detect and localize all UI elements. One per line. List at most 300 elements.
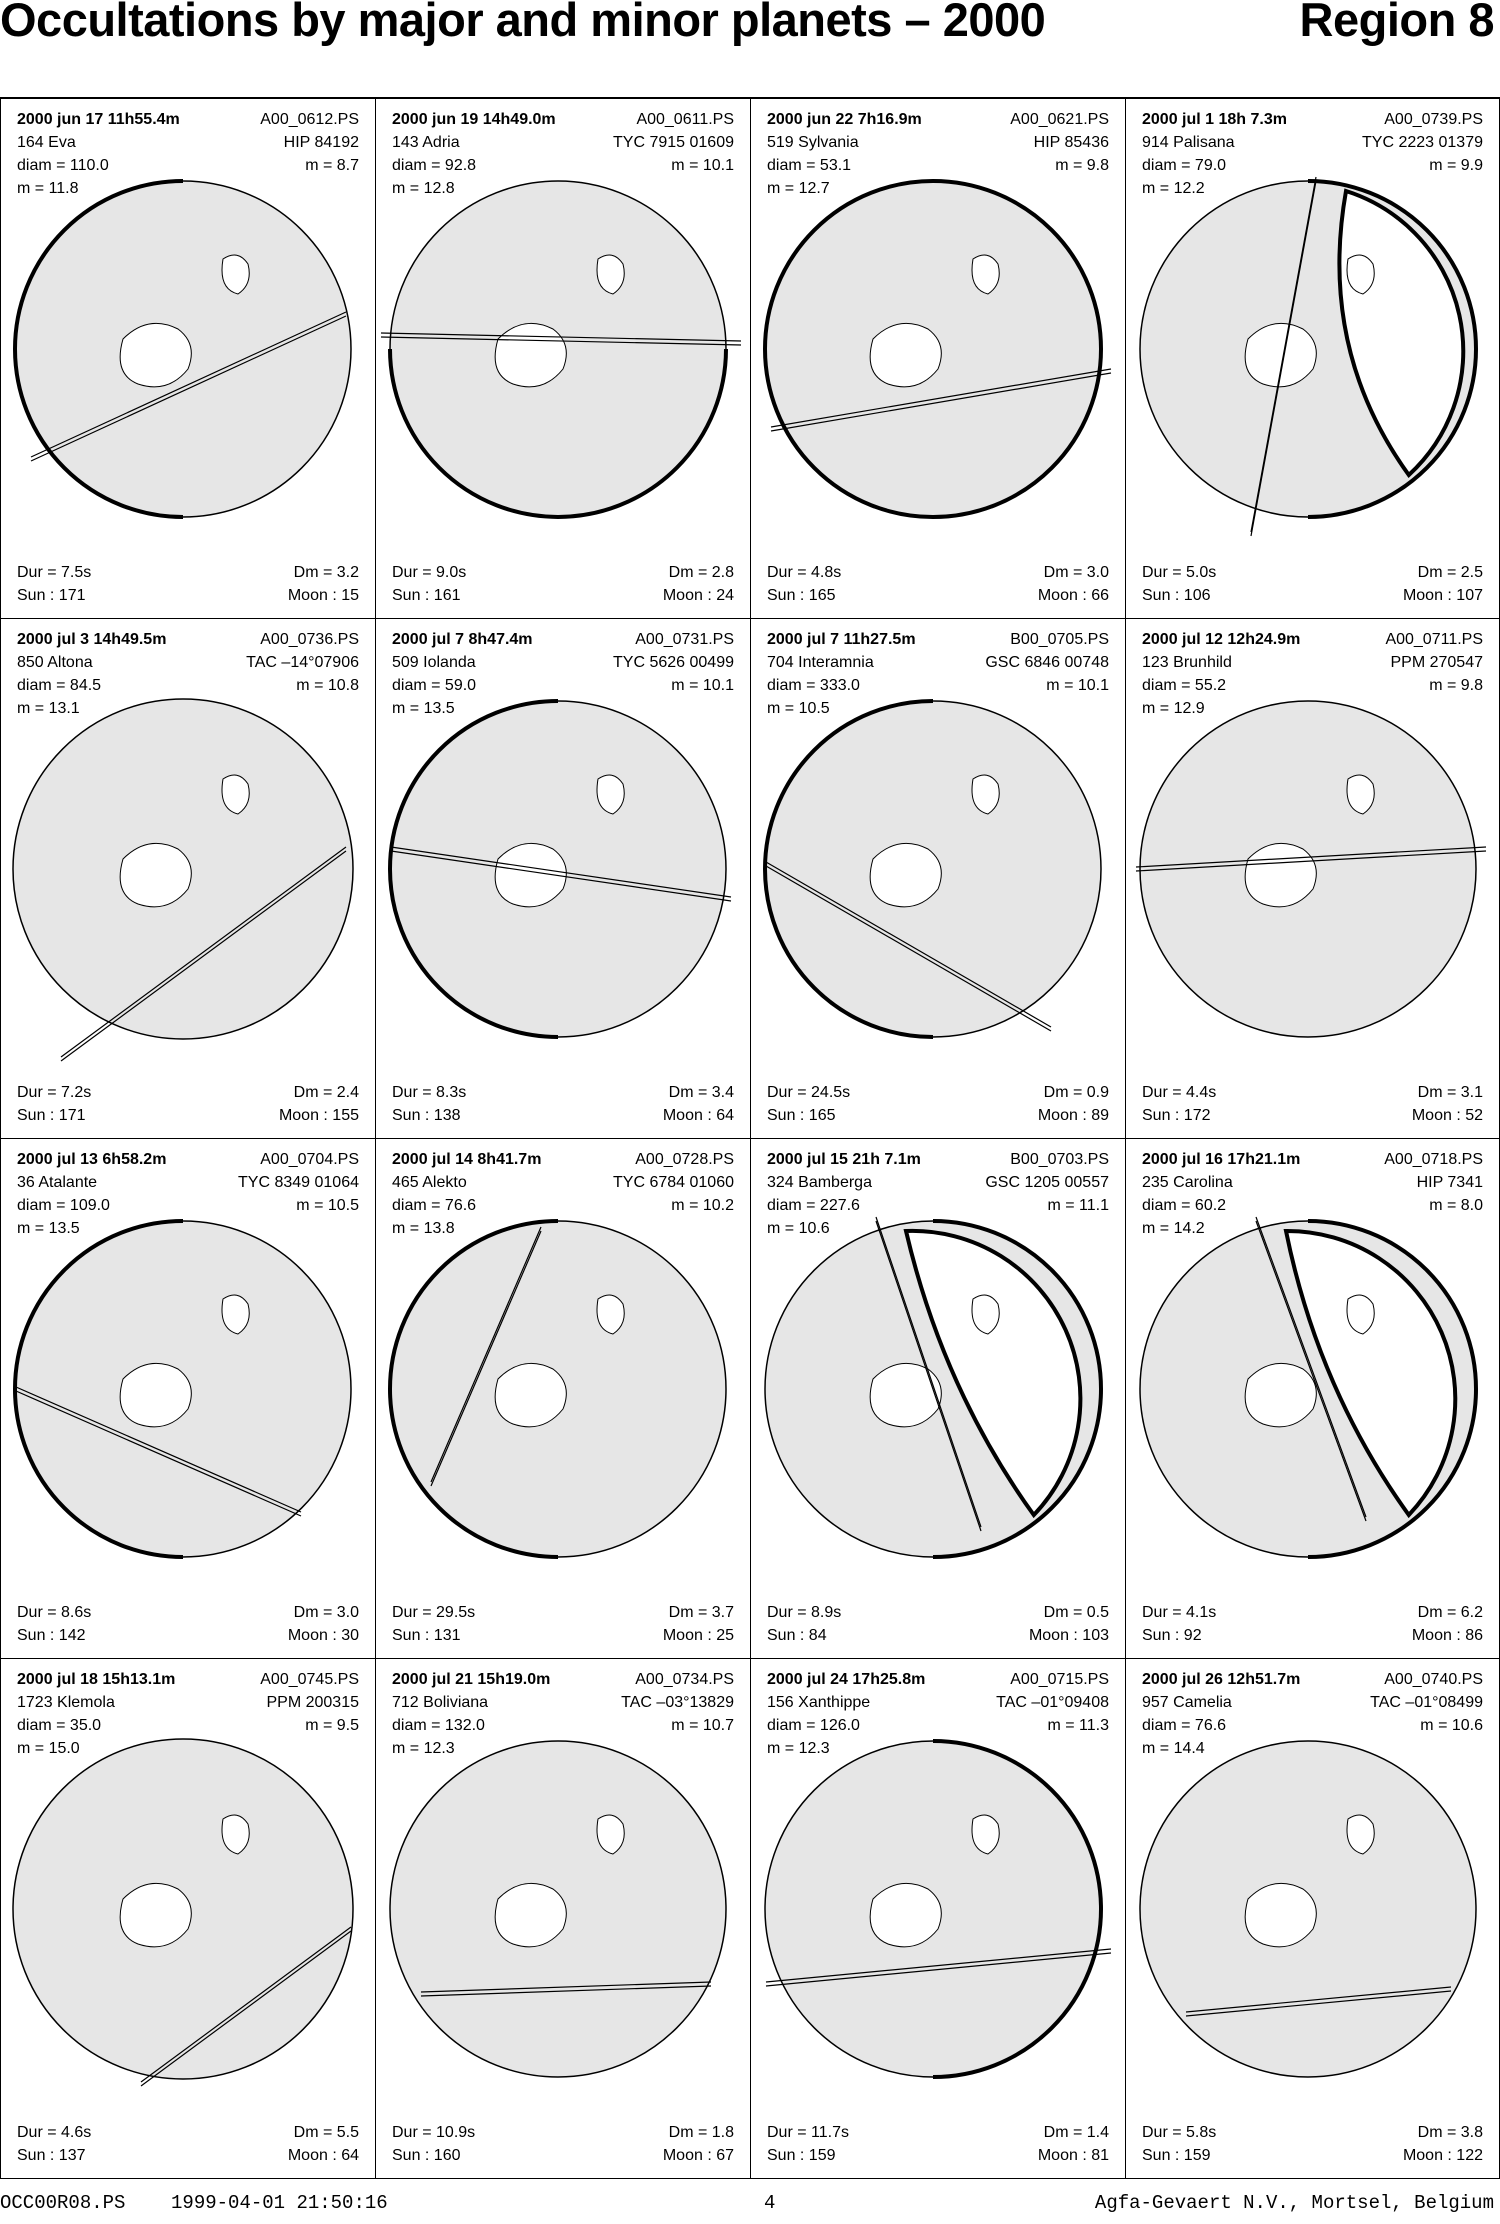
panel-moon: Moon : 107 — [1402, 587, 1483, 604]
panel-planet-mag: m = 12.3 — [392, 1740, 455, 1757]
panel-file: A00_0711.PS — [1385, 631, 1483, 648]
panel-info-row — [1142, 1625, 1483, 1647]
panel-planet-mag: m = 12.9 — [1142, 700, 1205, 717]
occultation-panel — [375, 1138, 750, 1658]
panel-info-row — [17, 1195, 359, 1217]
continent-outline — [870, 1363, 941, 1426]
panel-sun: Sun : 159 — [1142, 2147, 1211, 2164]
panel-info-row — [1142, 1669, 1483, 1691]
panel-sun: Sun : 84 — [767, 1627, 827, 1644]
panel-info-row — [17, 1602, 359, 1624]
panel-info-row — [392, 1715, 734, 1737]
panel-star-mag: m = 10.5 — [296, 1197, 359, 1214]
panel-info-row — [1142, 1602, 1483, 1624]
panel-moon: Moon : 64 — [662, 1107, 734, 1124]
panel-info-row — [17, 178, 359, 200]
panel-info-row — [767, 2145, 1109, 2167]
globe-map — [1, 99, 376, 619]
panel-info-row — [392, 1195, 734, 1217]
panel-planet: 712 Boliviana — [392, 1694, 489, 1711]
panel-moon: Moon : 67 — [662, 2147, 734, 2164]
globe-map — [376, 99, 751, 619]
panel-star: TYC 6784 01060 — [613, 1174, 734, 1191]
panel-planet-mag: m = 13.5 — [17, 1220, 80, 1237]
panel-planet-mag: m = 12.8 — [392, 180, 455, 197]
panel-planet-mag: m = 13.1 — [17, 700, 80, 717]
panel-info-row — [1142, 585, 1483, 607]
region-label: Region 8 — [1299, 0, 1494, 46]
panel-star-mag: m = 9.5 — [305, 1717, 359, 1734]
panel-sun: Sun : 172 — [1142, 1107, 1211, 1124]
globe-map — [1126, 1659, 1500, 2179]
panel-star-mag: m = 10.1 — [671, 677, 734, 694]
panel-info-row — [1142, 562, 1483, 584]
panel-dur: Dur = 9.0s — [392, 564, 467, 581]
panel-diam: diam = 126.0 — [767, 1717, 860, 1734]
panel-info-row — [1142, 1082, 1483, 1104]
panel-star-mag: m = 10.8 — [296, 677, 359, 694]
panel-dm: Dm = 1.4 — [1043, 2124, 1109, 2141]
occultation-panel — [1125, 1138, 1500, 1658]
continent-outline — [1245, 323, 1316, 386]
panel-sun: Sun : 131 — [392, 1627, 461, 1644]
panel-info-row — [767, 1218, 1109, 1240]
occultation-panel — [750, 98, 1125, 618]
panel-dm: Dm = 0.9 — [1043, 1084, 1109, 1101]
panel-dm: Dm = 1.8 — [668, 2124, 734, 2141]
panel-info-row — [767, 2122, 1109, 2144]
panel-diam: diam = 227.6 — [767, 1197, 860, 1214]
panel-info-row — [392, 1149, 734, 1171]
panel-info-row — [17, 109, 359, 131]
panel-info-row — [392, 2145, 734, 2167]
panel-planet: 156 Xanthippe — [767, 1694, 871, 1711]
panel-info-row — [17, 562, 359, 584]
panel-file: A00_0621.PS — [1010, 111, 1109, 128]
continent-outline — [870, 1883, 941, 1946]
panel-info-row — [17, 1669, 359, 1691]
occultation-grid — [0, 97, 1500, 2179]
globe-map — [751, 99, 1126, 619]
panel-moon: Moon : 81 — [1037, 2147, 1109, 2164]
panel-sun: Sun : 161 — [392, 587, 461, 604]
continent-outline — [1245, 1363, 1316, 1426]
panel-planet-mag: m = 12.7 — [767, 180, 830, 197]
panel-sun: Sun : 159 — [767, 2147, 836, 2164]
occultation-panel — [1125, 1658, 1500, 2178]
panel-dm: Dm = 3.0 — [1043, 564, 1109, 581]
panel-diam: diam = 109.0 — [17, 1197, 110, 1214]
panel-info-row — [767, 1105, 1109, 1127]
panel-planet: 704 Interamnia — [767, 654, 874, 671]
panel-dur: Dur = 10.9s — [392, 2124, 476, 2141]
panel-planet: 123 Brunhild — [1142, 654, 1232, 671]
panel-info-row — [392, 698, 734, 720]
panel-file: A00_0715.PS — [1010, 1671, 1109, 1688]
panel-info-row — [17, 675, 359, 697]
panel-date: 2000 jul 12 12h24.9m — [1142, 631, 1301, 648]
continent-outline — [870, 323, 941, 386]
panel-dur: Dur = 29.5s — [392, 1604, 476, 1621]
panel-info-row — [767, 1082, 1109, 1104]
continent-outline — [495, 323, 566, 386]
panel-file: A00_0745.PS — [260, 1671, 359, 1688]
globe-map — [1, 1659, 376, 2179]
panel-info-row — [1142, 1149, 1483, 1171]
panel-dur: Dur = 5.0s — [1142, 564, 1217, 581]
panel-planet: 519 Sylvania — [767, 134, 859, 151]
panel-date: 2000 jul 18 15h13.1m — [17, 1671, 176, 1688]
panel-info-row — [392, 585, 734, 607]
occultation-panel — [0, 98, 375, 618]
panel-moon: Moon : 155 — [278, 1107, 359, 1124]
panel-info-row — [392, 155, 734, 177]
panel-file: A00_0611.PS — [636, 111, 734, 128]
occultation-panel — [0, 1658, 375, 2178]
panel-file: A00_0612.PS — [260, 111, 359, 128]
panel-dm: Dm = 6.2 — [1417, 1604, 1483, 1621]
continent-outline — [1245, 1883, 1316, 1946]
panel-info-row — [392, 109, 734, 131]
panel-planet-mag: m = 14.2 — [1142, 1220, 1205, 1237]
panel-dur: Dur = 8.6s — [17, 1604, 92, 1621]
panel-moon: Moon : 89 — [1037, 1107, 1109, 1124]
panel-moon: Moon : 64 — [287, 2147, 359, 2164]
panel-planet: 850 Altona — [17, 654, 93, 671]
panel-info-row — [1142, 1105, 1483, 1127]
panel-info-row — [17, 1218, 359, 1240]
panel-planet-mag: m = 10.5 — [767, 700, 830, 717]
panel-planet: 143 Adria — [392, 134, 460, 151]
panel-info-row — [17, 2122, 359, 2144]
panel-planet-mag: m = 13.8 — [392, 1220, 455, 1237]
panel-info-row — [767, 178, 1109, 200]
continent-outline — [120, 1883, 191, 1946]
panel-planet: 465 Alekto — [392, 1174, 467, 1191]
panel-info-row — [392, 1602, 734, 1624]
panel-star: GSC 1205 00557 — [985, 1174, 1109, 1191]
occultation-panel — [375, 1658, 750, 2178]
panel-info-row — [17, 1172, 359, 1194]
panel-sun: Sun : 165 — [767, 1107, 836, 1124]
panel-info-row — [392, 675, 734, 697]
panel-moon: Moon : 86 — [1411, 1627, 1483, 1644]
occultation-panel — [750, 618, 1125, 1138]
panel-info-row — [1142, 2145, 1483, 2167]
panel-date: 2000 jun 22 7h16.9m — [767, 111, 922, 128]
panel-info-row — [392, 2122, 734, 2144]
panel-info-row — [17, 698, 359, 720]
panel-planet: 914 Palisana — [1142, 134, 1235, 151]
panel-diam: diam = 35.0 — [17, 1717, 102, 1734]
panel-info-row — [17, 1625, 359, 1647]
panel-planet-mag: m = 12.3 — [767, 1740, 830, 1757]
globe-map — [1126, 1139, 1500, 1659]
panel-diam: diam = 110.0 — [17, 157, 109, 174]
panel-star-mag: m = 10.7 — [671, 1717, 734, 1734]
panel-dur: Dur = 4.4s — [1142, 1084, 1217, 1101]
panel-info-row — [17, 652, 359, 674]
panel-info-row — [392, 1082, 734, 1104]
panel-star-mag: m = 9.8 — [1055, 157, 1109, 174]
panel-dm: Dm = 5.5 — [293, 2124, 359, 2141]
panel-file: A00_0731.PS — [635, 631, 734, 648]
panel-diam: diam = 55.2 — [1142, 677, 1227, 694]
panel-info-row — [767, 1625, 1109, 1647]
panel-sun: Sun : 165 — [767, 587, 836, 604]
panel-planet-mag: m = 12.2 — [1142, 180, 1205, 197]
continent-outline — [870, 843, 941, 906]
panel-dur: Dur = 4.8s — [767, 564, 842, 581]
panel-star-mag: m = 9.9 — [1429, 157, 1483, 174]
continent-outline — [495, 1363, 566, 1426]
panel-info-row — [1142, 675, 1483, 697]
occultation-panel — [1125, 618, 1500, 1138]
panel-planet-mag: m = 14.4 — [1142, 1740, 1205, 1757]
panel-dur: Dur = 5.8s — [1142, 2124, 1217, 2141]
panel-file: A00_0718.PS — [1384, 1151, 1483, 1168]
panel-sun: Sun : 92 — [1142, 1627, 1202, 1644]
continent-outline — [495, 1883, 566, 1946]
panel-star-mag: m = 10.6 — [1420, 1717, 1483, 1734]
continent-outline — [120, 323, 191, 386]
panel-planet-mag: m = 15.0 — [17, 1740, 80, 1757]
panel-star-mag: m = 11.3 — [1047, 1717, 1109, 1734]
panel-info-row — [392, 629, 734, 651]
panel-star: HIP 85436 — [1033, 134, 1109, 151]
panel-dur: Dur = 7.5s — [17, 564, 92, 581]
panel-dm: Dm = 2.5 — [1417, 564, 1483, 581]
panel-planet: 1723 Klemola — [17, 1694, 115, 1711]
panel-date: 2000 jul 14 8h41.7m — [392, 1151, 542, 1168]
panel-star-mag: m = 10.2 — [671, 1197, 734, 1214]
panel-info-row — [392, 652, 734, 674]
panel-date: 2000 jul 3 14h49.5m — [17, 631, 167, 648]
panel-info-row — [767, 132, 1109, 154]
panel-date: 2000 jul 26 12h51.7m — [1142, 1671, 1301, 1688]
panel-dur: Dur = 8.3s — [392, 1084, 467, 1101]
panel-star: TYC 2223 01379 — [1362, 134, 1483, 151]
panel-info-row — [1142, 1218, 1483, 1240]
panel-info-row — [767, 585, 1109, 607]
panel-dm: Dm = 3.8 — [1417, 2124, 1483, 2141]
panel-star-mag: m = 8.7 — [305, 157, 359, 174]
panel-dur: Dur = 4.6s — [17, 2124, 92, 2141]
panel-sun: Sun : 106 — [1142, 587, 1211, 604]
panel-star-mag: m = 10.1 — [671, 157, 734, 174]
panel-info-row — [392, 1105, 734, 1127]
panel-info-row — [392, 1738, 734, 1760]
panel-info-row — [17, 1149, 359, 1171]
panel-star-mag: m = 8.0 — [1429, 1197, 1483, 1214]
panel-sun: Sun : 138 — [392, 1107, 461, 1124]
panel-moon: Moon : 122 — [1402, 2147, 1483, 2164]
panel-moon: Moon : 25 — [662, 1627, 734, 1644]
panel-info-row — [392, 1218, 734, 1240]
panel-info-row — [767, 1738, 1109, 1760]
globe-map — [751, 1139, 1126, 1659]
continent-outline — [120, 1363, 191, 1426]
panel-star-mag: m = 10.1 — [1046, 677, 1109, 694]
panel-info-row — [767, 1715, 1109, 1737]
panel-info-row — [1142, 652, 1483, 674]
panel-moon: Moon : 66 — [1037, 587, 1109, 604]
panel-star: TAC –14°07906 — [246, 654, 359, 671]
panel-file: A00_0704.PS — [260, 1151, 359, 1168]
panel-info-row — [17, 1738, 359, 1760]
panel-file: B00_0705.PS — [1010, 631, 1109, 648]
panel-info-row — [1142, 1738, 1483, 1760]
panel-diam: diam = 59.0 — [392, 677, 477, 694]
panel-diam: diam = 132.0 — [392, 1717, 485, 1734]
panel-star: PPM 270547 — [1390, 654, 1483, 671]
panel-info-row — [17, 1692, 359, 1714]
panel-info-row — [767, 109, 1109, 131]
panel-diam: diam = 60.2 — [1142, 1197, 1227, 1214]
panel-info-row — [767, 652, 1109, 674]
panel-sun: Sun : 142 — [17, 1627, 86, 1644]
panel-info-row — [392, 1172, 734, 1194]
occultation-panel — [1125, 98, 1500, 618]
panel-star: GSC 6846 00748 — [985, 654, 1109, 671]
globe-map — [751, 1659, 1126, 2179]
globe-map — [376, 619, 751, 1139]
panel-info-row — [767, 1692, 1109, 1714]
panel-date: 2000 jul 13 6h58.2m — [17, 1151, 167, 1168]
panel-moon: Moon : 30 — [287, 1627, 359, 1644]
panel-info-row — [392, 562, 734, 584]
panel-info-row — [392, 1625, 734, 1647]
panel-file: B00_0703.PS — [1010, 1151, 1109, 1168]
panel-dm: Dm = 3.7 — [668, 1604, 734, 1621]
panel-info-row — [1142, 109, 1483, 131]
occultation-panel — [750, 1138, 1125, 1658]
panel-info-row — [1142, 2122, 1483, 2144]
panel-star: HIP 7341 — [1416, 1174, 1483, 1191]
panel-info-row — [767, 675, 1109, 697]
footer-credit: Agfa-Gevaert N.V., Mortsel, Belgium — [1094, 2192, 1494, 2214]
panel-moon: Moon : 15 — [287, 587, 359, 604]
panel-planet: 509 Iolanda — [392, 654, 476, 671]
continent-outline — [120, 843, 191, 906]
globe-map — [1, 1139, 376, 1659]
panel-info-row — [767, 1602, 1109, 1624]
panel-date: 2000 jul 1 18h 7.3m — [1142, 111, 1287, 128]
panel-diam: diam = 333.0 — [767, 677, 860, 694]
page-number: 4 — [764, 2192, 776, 2214]
panel-diam: diam = 76.6 — [392, 1197, 477, 1214]
panel-planet: 324 Bamberga — [767, 1174, 872, 1191]
panel-dm: Dm = 3.1 — [1417, 1084, 1483, 1101]
panel-info-row — [1142, 698, 1483, 720]
panel-info-row — [17, 132, 359, 154]
panel-info-row — [1142, 155, 1483, 177]
panel-info-row — [17, 629, 359, 651]
panel-info-row — [392, 132, 734, 154]
panel-info-row — [1142, 1195, 1483, 1217]
panel-dm: Dm = 0.5 — [1043, 1604, 1109, 1621]
panel-info-row — [767, 698, 1109, 720]
occultation-panel — [750, 1658, 1125, 2178]
panel-info-row — [17, 1105, 359, 1127]
occultation-panel — [0, 1138, 375, 1658]
panel-dm: Dm = 2.4 — [293, 1084, 359, 1101]
panel-file: A00_0740.PS — [1384, 1671, 1483, 1688]
occultation-panel — [375, 98, 750, 618]
panel-info-row — [392, 178, 734, 200]
panel-diam: diam = 76.6 — [1142, 1717, 1227, 1734]
panel-date: 2000 jul 7 11h27.5m — [767, 631, 916, 648]
globe-map — [1126, 619, 1500, 1139]
panel-date: 2000 jul 16 17h21.1m — [1142, 1151, 1301, 1168]
panel-date: 2000 jun 19 14h49.0m — [392, 111, 556, 128]
panel-dm: Dm = 3.2 — [293, 564, 359, 581]
panel-dur: Dur = 7.2s — [17, 1084, 92, 1101]
panel-date: 2000 jun 17 11h55.4m — [17, 111, 180, 128]
panel-date: 2000 jul 15 21h 7.1m — [767, 1151, 921, 1168]
panel-star-mag: m = 11.1 — [1047, 1197, 1109, 1214]
panel-info-row — [1142, 1715, 1483, 1737]
panel-info-row — [1142, 1692, 1483, 1714]
panel-info-row — [392, 1692, 734, 1714]
panel-info-row — [17, 1082, 359, 1104]
panel-planet-mag: m = 13.5 — [392, 700, 455, 717]
panel-diam: diam = 79.0 — [1142, 157, 1227, 174]
panel-info-row — [17, 1715, 359, 1737]
globe-map — [1, 619, 376, 1139]
panel-file: A00_0734.PS — [635, 1671, 734, 1688]
panel-date: 2000 jul 7 8h47.4m — [392, 631, 533, 648]
panel-planet: 957 Camelia — [1142, 1694, 1232, 1711]
panel-star: TAC –01°08499 — [1370, 1694, 1483, 1711]
panel-diam: diam = 53.1 — [767, 157, 852, 174]
panel-info-row — [17, 155, 359, 177]
panel-dur: Dur = 4.1s — [1142, 1604, 1217, 1621]
panel-info-row — [767, 1172, 1109, 1194]
panel-star: TYC 8349 01064 — [238, 1174, 359, 1191]
panel-info-row — [1142, 1172, 1483, 1194]
panel-sun: Sun : 171 — [17, 1107, 86, 1124]
panel-info-row — [767, 562, 1109, 584]
occultation-panel — [375, 618, 750, 1138]
panel-dur: Dur = 8.9s — [767, 1604, 842, 1621]
panel-info-row — [767, 629, 1109, 651]
panel-info-row — [1142, 132, 1483, 154]
panel-info-row — [767, 1195, 1109, 1217]
footer-file-info: OCC00R08.PS 1999-04-01 21:50:16 — [0, 2192, 388, 2214]
panel-star: TAC –03°13829 — [621, 1694, 734, 1711]
panel-dm: Dm = 2.8 — [668, 564, 734, 581]
panel-dm: Dm = 3.0 — [293, 1604, 359, 1621]
panel-info-row — [1142, 178, 1483, 200]
panel-file: A00_0728.PS — [635, 1151, 734, 1168]
panel-info-row — [767, 155, 1109, 177]
panel-star-mag: m = 9.8 — [1429, 677, 1483, 694]
panel-diam: diam = 92.8 — [392, 157, 477, 174]
globe-map — [376, 1659, 751, 2179]
panel-moon: Moon : 24 — [662, 587, 734, 604]
globe-map — [1126, 99, 1500, 619]
occultation-panel — [0, 618, 375, 1138]
panel-star: TAC –01°09408 — [996, 1694, 1109, 1711]
panel-planet-mag: m = 11.8 — [17, 180, 79, 197]
panel-sun: Sun : 137 — [17, 2147, 86, 2164]
panel-planet: 164 Eva — [17, 134, 76, 151]
globe-map — [751, 619, 1126, 1139]
panel-moon: Moon : 52 — [1411, 1107, 1483, 1124]
panel-file: A00_0736.PS — [260, 631, 359, 648]
panel-date: 2000 jul 24 17h25.8m — [767, 1671, 926, 1688]
